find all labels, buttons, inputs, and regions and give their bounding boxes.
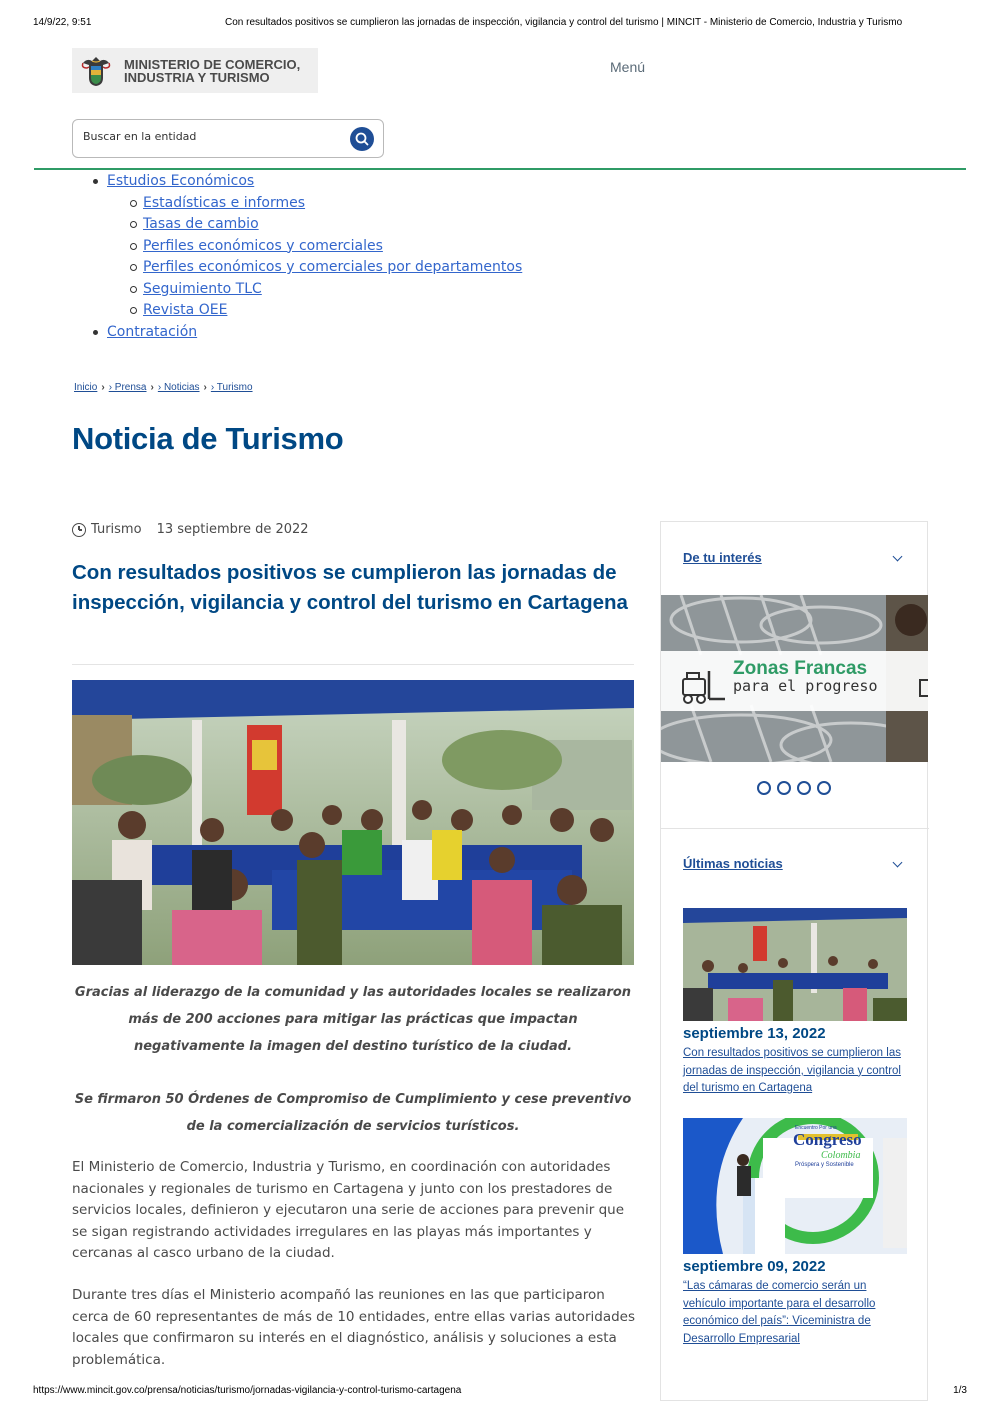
breadcrumb-turismo[interactable]: › Turismo [210,382,253,393]
article-lead-1: Gracias al liderazgo de la comunidad y las autoridades locales se realizaron más de 200 acciones para mitigar las prácticas que impactan negativamente la imagen del destino turístico de la ciudad. [74,985,632,1054]
page-title: Noticia de Turismo [72,421,344,456]
nav-submenu-estudios [107,193,522,322]
breadcrumb-inicio[interactable]: Inicio [74,382,98,393]
news-date: septiembre 09, 2022 [683,1258,826,1275]
breadcrumb-separator: › [203,382,207,393]
latest-news-heading[interactable]: Últimas noticias [683,856,783,871]
news-image-caption: Colombia [821,1150,861,1161]
breadcrumb-separator: › [150,382,154,393]
logo-text [124,58,300,84]
breadcrumb-noticias[interactable]: › Noticias [157,382,200,393]
carousel-dot[interactable] [797,781,811,795]
nav-link-revista-oee[interactable]: Revista OEE [143,302,228,318]
breadcrumb-prensa[interactable]: › Prensa [108,382,147,393]
zonas-francas-banner[interactable] [661,595,928,762]
coat-of-arms-icon [79,54,113,88]
nav-link-perfiles-departamentos[interactable]: Perfiles económicos y comerciales por departamentos [143,259,523,275]
article-lead-2: Se firmaron 50 Órdenes de Compromiso de Cumplimiento y cese preventivo de la comercialización de servicios turísticos. [74,1092,632,1134]
nav-link-perfiles[interactable]: Perfiles económicos y comerciales [143,237,383,254]
nav-menu [107,171,522,343]
news-link[interactable]: Con resultados positivos se cumplieron las jornadas de inspección, vigilancia y control del turismo en Cartagena [683,1047,901,1094]
print-doc-title: Con resultados positivos se cumplieron las jornadas de inspección, vigilancia y control del turismo | MINCIT - Ministerio de Comercio, Industria y Turismo [225,17,903,28]
nav-link-tasas[interactable]: Tasas de cambio [143,216,259,232]
nav-item-contratacion [107,322,522,344]
news-thumbnail[interactable] [683,908,907,1021]
nav-link-estadisticas[interactable]: Estadísticas e informes [143,194,306,211]
carousel-dots [757,781,831,795]
clock-icon [72,523,86,537]
article-date: 13 septiembre de 2022 [156,522,309,537]
nav-link-seguimiento-tlc[interactable]: Seguimiento TLC [143,280,262,297]
banner-next-slide-peek [919,679,928,697]
article-paragraph-2: Durante tres días el Ministerio acompañó las reuniones en las que participaron cerca de 60 representantes de más de 10 entidades, entre ellas varias autoridades locales que confirmaron su interés en el diagnóstico, análisis y soluciones a esta problemática. [72,1287,636,1368]
sidebar [660,521,928,1401]
search-icon [350,127,374,151]
nav-link-estudios[interactable]: Estudios Económicos [107,173,255,189]
article-category: Turismo [91,522,142,537]
news-date: septiembre 13, 2022 [683,1025,826,1042]
print-url: https://www.mincit.gov.co/prensa/noticias/turismo/jornadas-vigilancia-y-control-turismo-cartagena [33,1385,462,1396]
news-image-caption: Congreso [793,1130,862,1149]
carousel-dot[interactable] [817,781,831,795]
header-divider [34,168,966,170]
breadcrumb-separator: › [101,382,105,393]
nav-link-contratacion[interactable]: Contratación [107,323,198,340]
article-meta [72,522,309,537]
carousel-dot[interactable] [777,781,791,795]
breadcrumb [74,382,253,393]
sidebar-divider [661,828,929,829]
banner-subtitle: para el progreso [733,677,878,695]
chevron-down-icon[interactable] [893,552,903,562]
article-title: Con resultados positivos se cumplieron las jornadas de inspección, vigilancia y control del turismo en Cartagena [72,561,628,614]
search-button[interactable] [350,127,374,151]
article-paragraph-1: El Ministerio de Comercio, Industria y Turismo, en coordinación con autoridades nacionales y regionales de turismo en Cartagena y junto con los prestadores de servicios locales, definieron y ejecutaron una serie de acciones para prevenir que se sigan registrando actividades irregulares en las playas más importantes y cercanas al casco urbano de la ciudad. [72,1159,625,1261]
nav-item-estudios [107,171,522,193]
menu-button[interactable]: Menú [610,59,646,75]
search-input[interactable] [83,130,343,143]
banner-title: Zonas Francas [733,658,868,679]
article-divider [72,664,634,665]
news-thumbnail[interactable] [683,1118,907,1254]
print-datetime: 14/9/22, 9:51 [33,17,92,28]
carousel-dot[interactable] [757,781,771,795]
logo-line2: INDUSTRIA Y TURISMO [124,69,270,85]
news-image-caption: Próspera y Sostenible [795,1162,854,1168]
news-image-caption: Encuentro Por una [795,1125,837,1131]
print-page-number: 1/3 [953,1385,967,1396]
news-link[interactable]: “Las cámaras de comercio serán un vehículo importante para el desarrollo económico del país”: Viceministra de Desarrollo Empresarial [683,1280,876,1345]
article-photo [72,680,634,965]
chevron-down-icon[interactable] [893,858,903,868]
forklift-icon [679,669,727,705]
logo-line1: MINISTERIO DE COMERCIO, [124,56,301,72]
ministry-logo[interactable] [72,48,318,93]
interest-heading[interactable]: De tu interés [683,550,762,565]
search-box[interactable] [72,119,384,158]
